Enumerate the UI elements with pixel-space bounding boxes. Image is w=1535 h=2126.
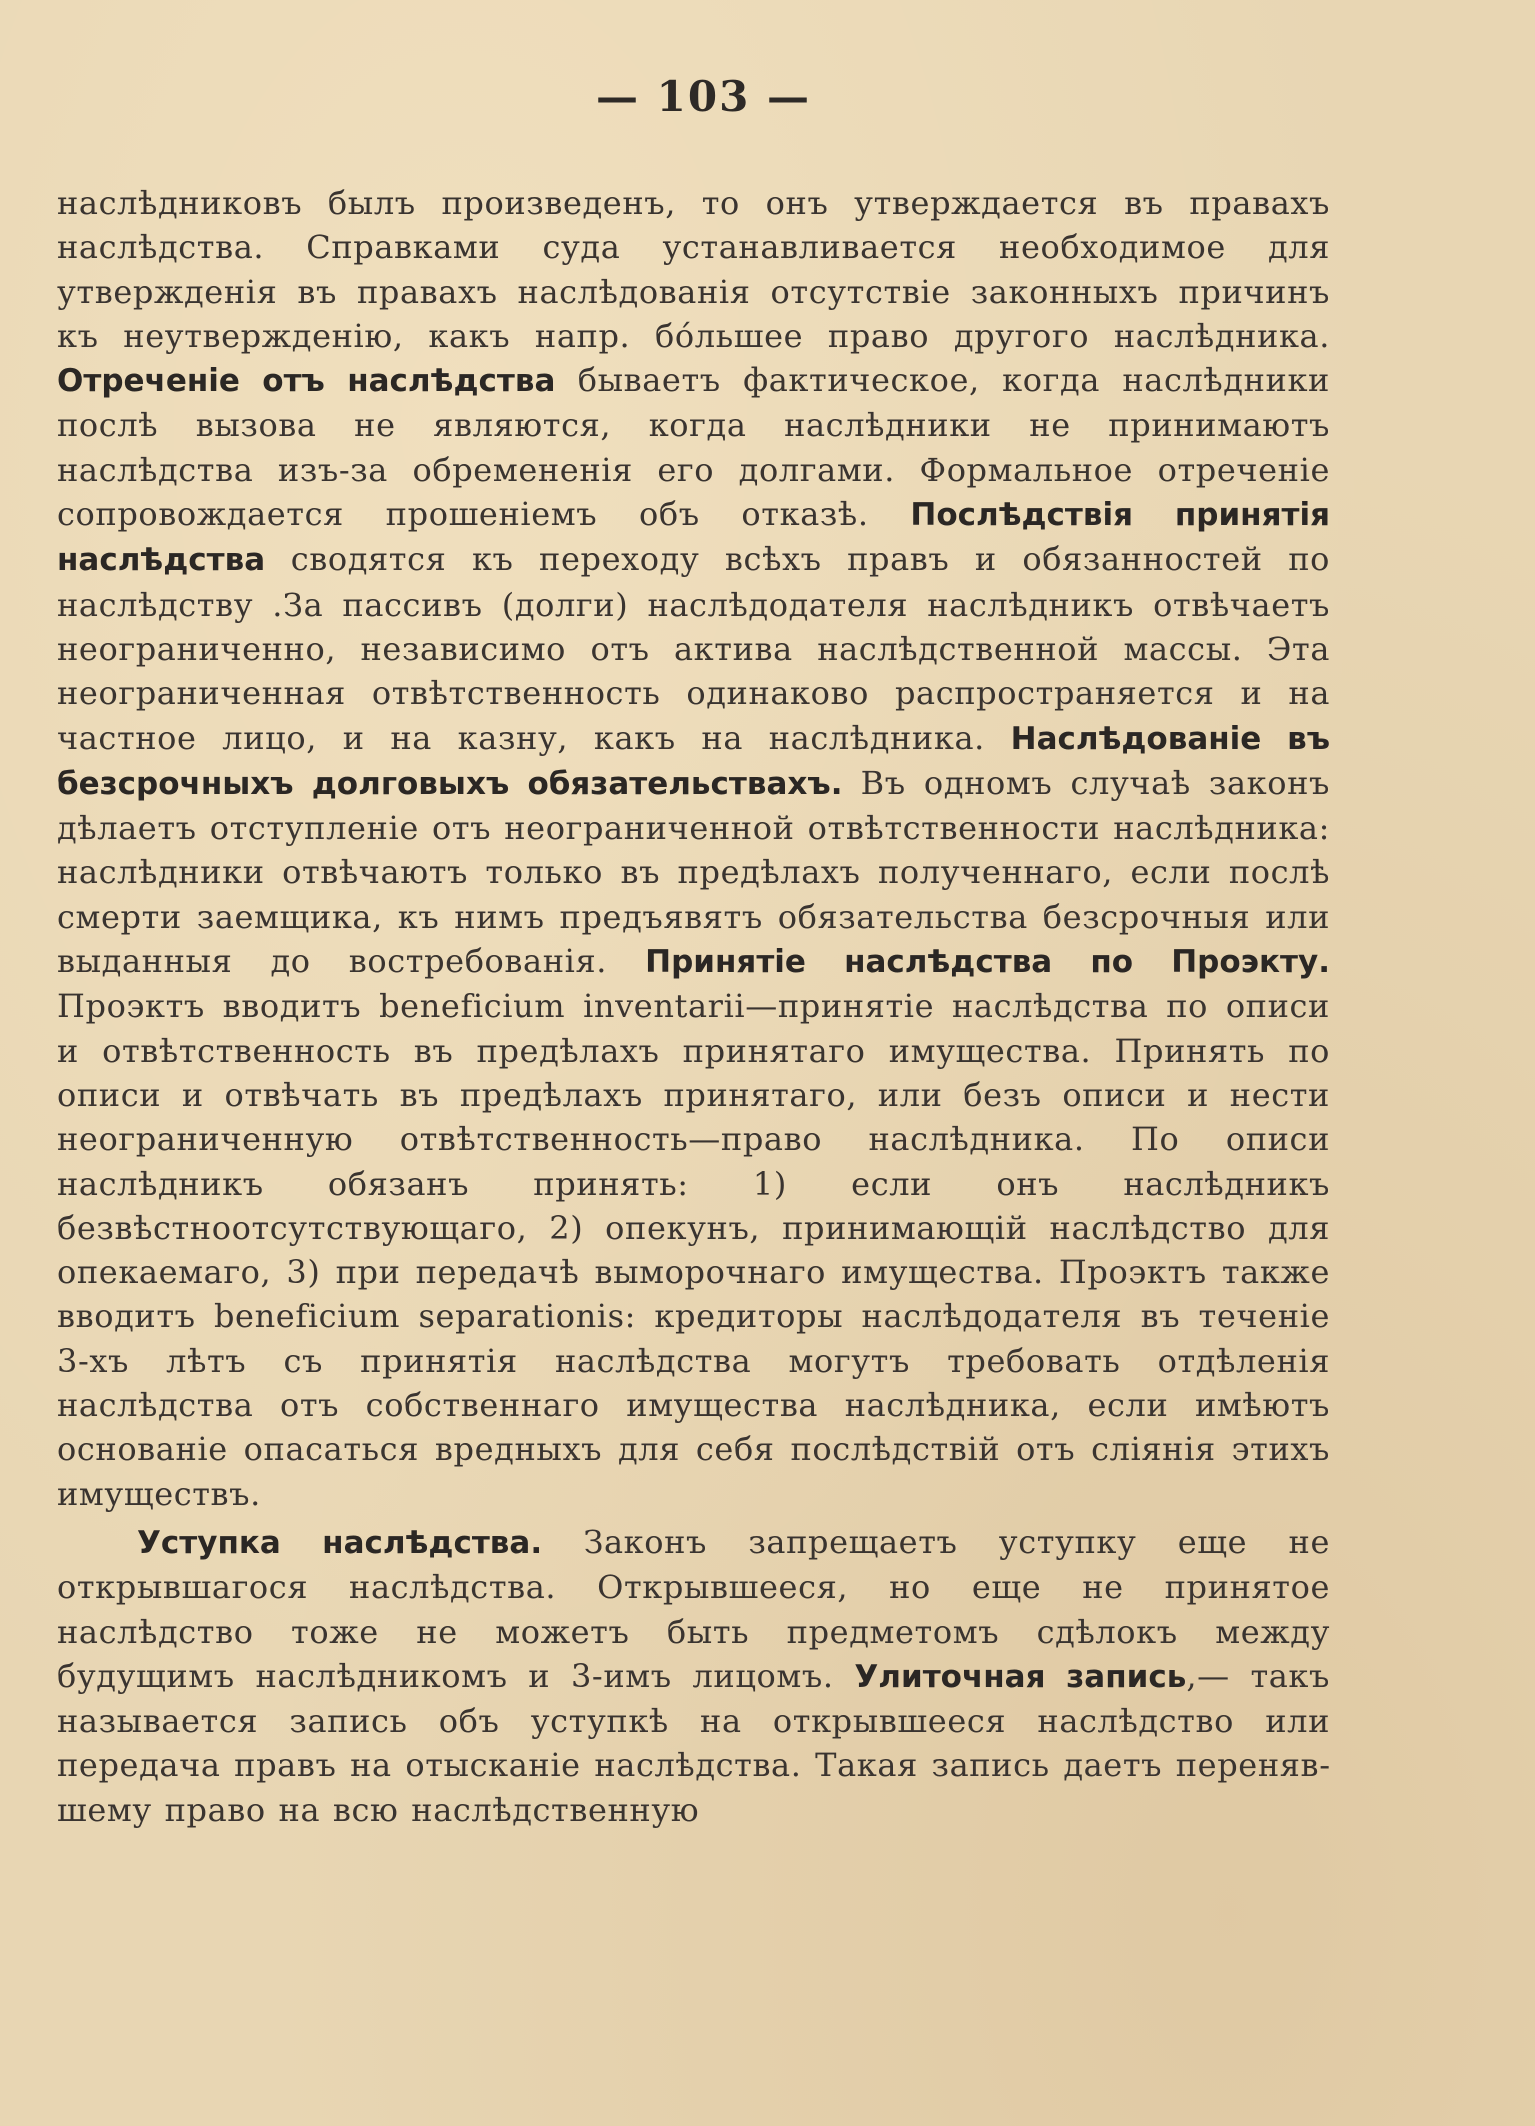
heading-perpetual-debt: Наслѣдованіе въ безсрочныхъ долговыхъ обязательствахъ.: [57, 720, 1330, 802]
heading-consequences: Послѣдствія принятія наслѣдства: [57, 497, 1330, 579]
text-segment: сводятся къ переходу всѣхъ правъ и обязанностей по наслѣдству .За пассивъ (долги) наслѣдодателя наслѣдникъ отвѣчаетъ неограниченно, независимо отъ актива наслѣдственной массы. Эта неограниченная отвѣтственность одинаково распространяется и на частное лицо, и на казну, какъ на наслѣдника.: [57, 540, 1330, 757]
page-number: — 103 —: [596, 72, 811, 121]
heading-acceptance-project: Принятіе наслѣдства по Проэкту.: [645, 944, 1330, 981]
heading-snail-record: Улиточная запись: [854, 1658, 1187, 1695]
text-segment: бываетъ фактическое, когда наслѣдники послѣ вызова не являются, когда наслѣдники не принимаютъ наслѣдства изъ-за обремененія его долгами. Формальное отреченіе сопровождается прошеніемъ объ отказѣ.: [57, 361, 1330, 534]
heading-assignment: Уступка наслѣдства.: [137, 1524, 543, 1561]
text-segment: ,— такъ называется запись объ уступкѣ на открывшееся наслѣдство или передача правъ на отысканіе наслѣдства. Такая запись даетъ перенявшему право на всю наслѣдственную: [57, 1656, 1330, 1829]
paragraph-inheritance-rights: [57, 181, 1330, 1516]
text-segment: Законъ запрещаетъ уступку еще не открывшагося наслѣдства. Открывшееся, но еще не принятое наслѣдство тоже не можетъ быть предметомъ сдѣлокъ между будущимъ наслѣдникомъ и 3-имъ лицомъ.: [57, 1522, 1330, 1695]
text-segment: Проэктъ вводитъ beneficium inventarii—принятіе наслѣдства по описи и отвѣтственность въ предѣлахъ принятаго имущества. Принять по описи и отвѣчать въ предѣлахъ принятаго, или безъ описи и нести неограниченную отвѣтственность—право наслѣдника. По описи наслѣдникъ обязанъ принять: 1) если онъ наслѣдникъ безвѣстноотсутствующаго, 2) опекунъ, принимающій наслѣдство для опекаемаго, 3) при передачѣ выморочнаго имущества. Проэктъ также вводитъ beneficium separationis: кредиторы наслѣдодателя въ теченіе 3-хъ лѣтъ съ принятія наслѣдства могутъ требовать отдѣленія наслѣдства отъ собственнаго имущества наслѣдника, если имѣютъ основаніе опасаться вредныхъ для себя послѣдствій отъ сліянія этихъ имуществъ.: [57, 987, 1330, 1513]
heading-renunciation: Отреченіе отъ наслѣдства: [57, 363, 556, 400]
text-segment: наслѣдниковъ былъ произведенъ, то онъ утверждается въ правахъ наслѣдства. Справками суда устанавливается необходимое для утвержденія въ правахъ наслѣдованія отсутствіе законныхъ причинъ къ неутвержденію, какъ напр. бо́льшее право другого наслѣдника.: [57, 184, 1330, 355]
text-segment: Въ одномъ случаѣ законъ дѣлаетъ отступленіе отъ неограниченной отвѣтственности наслѣдника: наслѣдники отвѣчаютъ только въ предѣлахъ полученнаго, если послѣ смерти заемщика, къ нимъ предъявятъ обязательства безсрочныя или выданныя до востребованія.: [57, 763, 1330, 981]
paragraph-assignment: [57, 1520, 1330, 1832]
